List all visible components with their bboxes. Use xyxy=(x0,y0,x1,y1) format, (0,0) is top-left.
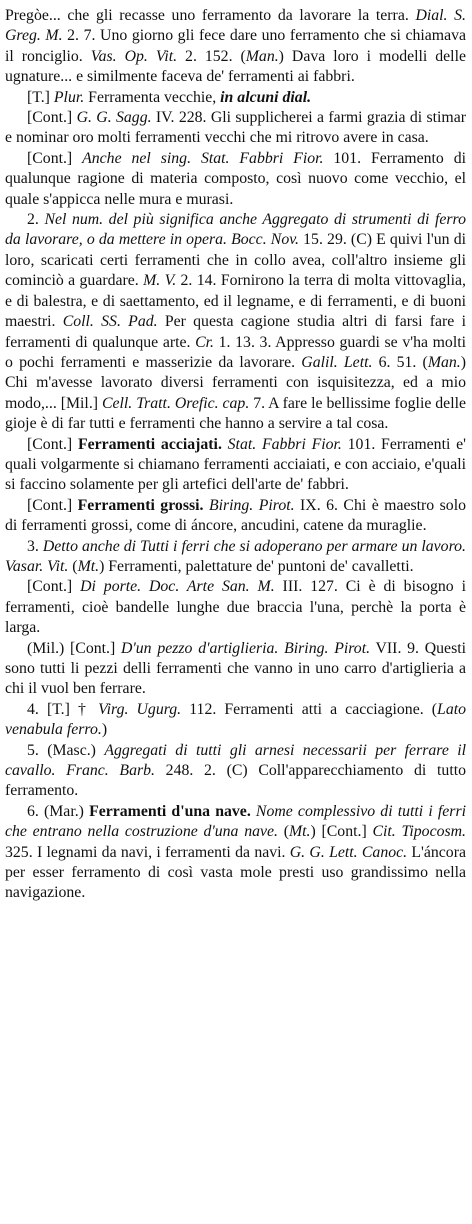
text-run: [Cont.] xyxy=(27,578,81,596)
text-run: Cit. Tipocosm. xyxy=(372,823,466,841)
text-run: Pregòe... che gli recasse uno ferramento da lavorare la terra. xyxy=(5,7,416,24)
text-run: 2. 14. Fornirono la terra di molta vittovaglia, e di balestra, e di saettamento, ed il legname, e di ferramenti, e di buoni maestri. xyxy=(5,272,467,331)
text-run: 5. (Masc.) xyxy=(27,741,105,759)
text-run: Cr. xyxy=(195,333,214,351)
text-run: ) xyxy=(101,721,108,739)
text-run: IX. 6. Chi è maestro solo di ferramenti grossi, come di áncore, ancudini, catene da muraglie. xyxy=(5,496,466,535)
text-run: 112. Ferramenti atti a cacciagione. ( xyxy=(181,700,438,718)
entry-paragraph-7 xyxy=(5,537,466,578)
text-run: Di porte. Doc. Arte San. M. xyxy=(80,578,275,596)
entry-paragraph-4 xyxy=(5,210,466,434)
text-run: Stat. Fabbri Fior. xyxy=(227,435,342,453)
text-run: Aggregati di tutti gli arnesi necessarii per ferrare il cavallo. Franc. Barb. xyxy=(5,741,467,780)
entry-paragraph-1 xyxy=(5,88,466,108)
text-run: Virg. Ugurg. xyxy=(98,700,182,718)
text-run: Lato venabula ferro. xyxy=(5,700,467,739)
text-run: G. G. Lett. Canoc. xyxy=(289,843,408,861)
text-run: 6. (Mar.) xyxy=(27,802,90,820)
text-run: 1. 13. 3. Appresso guardi se v'ha molti o pochi ferramenti e masserizie da lavorare. xyxy=(5,333,466,371)
text-run: Nel num. del più significa anche Aggregato di strumenti di ferro da lavorare, o da mettere in opera. Bocc. Nov. xyxy=(5,211,467,249)
text-run: Vas. Op. Vit. xyxy=(90,47,178,65)
text-run: [Cont.] xyxy=(27,149,83,167)
text-run: 15. 29. (C) E quivi l'un di loro, scaricati certi ferramenti che in collo avea, coll'altro insieme gli cominciò a guardare. xyxy=(5,231,467,290)
text-run: VII. 9. Questi sono tutti li pezzi delli ferramenti che vanno in uno carro d'artiglieria a chi il vuol ben ferrare. xyxy=(5,639,466,698)
entry-paragraph-0 xyxy=(5,6,466,88)
entry-paragraph-8 xyxy=(5,577,466,638)
text-run: in alcuni dial. xyxy=(220,88,312,106)
text-run: Ferramenti d'una nave. xyxy=(89,802,251,820)
text-run: ( xyxy=(277,823,289,841)
text-run: [Cont.] xyxy=(27,496,78,514)
entry-paragraph-6 xyxy=(5,496,466,537)
text-run: 3. xyxy=(27,537,43,555)
text-run: Coll. SS. Pad. xyxy=(62,313,158,331)
text-run: Mt. xyxy=(289,823,311,841)
text-run: ) [Cont.] xyxy=(310,823,373,841)
text-run: [T.] xyxy=(27,88,54,106)
text-run: 2. 7. Uno giorno gli fece dare uno ferramento che si chiamava il ronciglio. xyxy=(5,27,466,65)
text-run: 2. xyxy=(27,211,45,229)
text-run: ( xyxy=(68,557,78,575)
text-run: 7. A fare le bellissime foglie delle gioje è di far tutti e ferramenti che hanno a servire a tal cosa. xyxy=(5,394,466,433)
text-run: Ferramenti acciajati. xyxy=(77,435,222,453)
text-run: G. G. Sagg. xyxy=(76,109,152,127)
text-run: Man. xyxy=(245,47,279,65)
entry-paragraph-3 xyxy=(5,149,466,210)
text-run: Ferramenti grossi. xyxy=(77,496,204,514)
text-run: 101. Ferramenti e' quali volgarmente si chiamano ferramenti acciaiati, e con acciaio, e'quali si faccino solamente per gli artefici dell'arte de' fabbri. xyxy=(5,435,466,494)
text-run: M. V. xyxy=(143,272,177,290)
text-run: 2. 152. ( xyxy=(177,47,246,65)
entry-paragraph-10 xyxy=(5,700,466,741)
text-run: D'un pezzo d'artiglieria. Biring. Pirot. xyxy=(121,639,371,657)
entry-paragraph-11 xyxy=(5,741,466,802)
text-run: L'áncora per esser ferramento di così vasta mole presti uso grandissimo nella navigazione. xyxy=(5,843,466,902)
text-run: Plur. xyxy=(53,88,85,106)
text-run: Dial. S. Greg. M. xyxy=(5,7,466,45)
entry-paragraph-9 xyxy=(5,639,466,700)
text-run: Nome complessivo di tutti i ferri che entrano nella costruzione d'una nave. xyxy=(5,802,466,841)
entry-paragraph-2 xyxy=(5,108,466,149)
text-run: ) Ferramenti, palettature de' puntoni de' cavalletti. xyxy=(99,557,414,575)
text-run: Cell. Tratt. Orefic. cap. xyxy=(101,394,250,412)
text-run: ) Chi m'avesse lavorato diversi ferramenti con isquisitezza, ed a mio modo,... [Mil.] xyxy=(5,353,466,412)
entry-paragraph-5 xyxy=(5,435,466,496)
text-run: ) Dava loro i modelli delle ugnature... e similmente faceva de' ferramenti ai fabbri. xyxy=(5,47,466,86)
text-run: Man. xyxy=(427,353,461,371)
text-run: 6. 51. ( xyxy=(372,353,428,371)
text-run: 101. Ferramento di qualunque ragione di materia composto, così nuovo come vecchio, el quale s'appicca nelle mura e murasi. xyxy=(5,149,466,208)
text-run: Galil. Lett. xyxy=(301,353,373,371)
text-run: 248. 2. (C) Coll'apparecchiamento di tutto ferramento. xyxy=(5,762,466,800)
text-run: [Cont.] xyxy=(27,435,78,453)
text-run: Anche nel sing. Stat. Fabbri Fior. xyxy=(82,149,324,167)
text-run: Ferramenta vecchie, xyxy=(84,88,221,106)
text-run: (Mil.) [Cont.] xyxy=(27,639,121,657)
text-run: IV. 228. Gli supplicherei a farmi grazia di stimar e nominar oro molti ferramenti vecchi che mi ritrovo avere in casa. xyxy=(5,109,466,147)
text-run: Per questa cagione studia altri di farsi fare i ferramenti di qualunque arte. xyxy=(5,313,466,351)
text-run: Biring. Pirot. xyxy=(208,496,295,514)
text-run: 325. I legnami da navi, i ferramenti da navi. xyxy=(5,843,290,861)
text-run: [Cont.] xyxy=(27,109,77,127)
text-run: Mt. xyxy=(77,557,100,575)
text-run: III. 127. Ci è di bisogno i ferramenti, cioè bandelle lunghe due braccia l'una, perchè la porta è larga. xyxy=(5,578,466,637)
text-run: Detto anche di Tutti i ferri che si adoperano per armare un lavoro. Vasar. Vit. xyxy=(5,537,466,575)
text-run: 4. [T.] † xyxy=(27,700,99,718)
entry-paragraph-12 xyxy=(5,802,466,904)
